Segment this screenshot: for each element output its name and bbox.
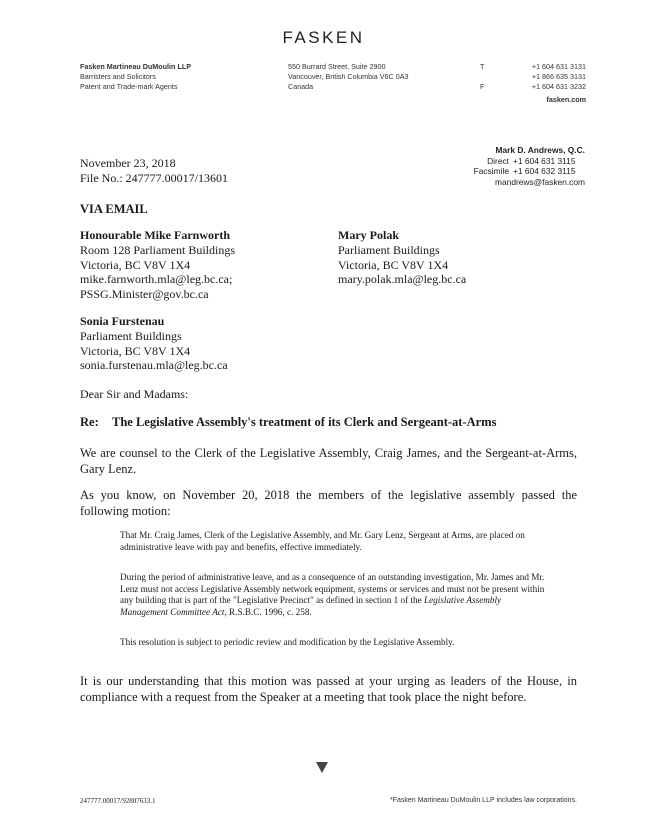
recipient-line: Parliament Buildings xyxy=(338,242,440,257)
recipient-line: Victoria, BC V8V 1X4 xyxy=(338,257,449,272)
fax-label: Facsimile xyxy=(473,166,509,176)
letterhead-firm-block xyxy=(80,62,191,92)
motion-quote xyxy=(120,572,550,618)
contact-value: +1 604 631 3232 xyxy=(531,82,586,91)
body-paragraph: We are counsel to the Clerk of the Legislative Assembly, Craig James, and the Sergeant-at-Arms, Gary Lenz. xyxy=(80,446,577,476)
recipient-name: Sonia Furstenau xyxy=(80,314,165,328)
page-continue-arrow-icon xyxy=(316,762,328,773)
salutation: Dear Sir and Madams: xyxy=(80,387,189,401)
motion-text: During the period of administrative leave, and as a consequence of an outstanding investigation, Mr. James and Mr. Lenz must not access Legislative Assembly network equipment, systems or services and must not be present within any building that is part of the "Legislative Precinct" as defined in section 1 of the xyxy=(120,572,545,605)
fax-number: +1 604 632 3115 xyxy=(513,166,576,176)
firm-website: fasken.com xyxy=(546,95,586,104)
firm-line: Barristers and Solicitors xyxy=(80,72,156,81)
file-number: File No.: 247777.00017/13601 xyxy=(80,170,229,185)
recipient-email: mary.polak.mla@leg.bc.ca xyxy=(338,272,467,287)
sender-email: mandrews@fasken.com xyxy=(495,176,585,187)
motion-quote: This resolution is subject to periodic review and modification by the Legislative Assembly. xyxy=(120,637,455,647)
address-line: 550 Burrard Street, Suite 2900 xyxy=(288,62,386,71)
document-id: 247777.00017/92807633.1 xyxy=(80,797,156,805)
direct-label: Direct xyxy=(487,155,509,166)
letter-date: November 23, 2018 xyxy=(80,156,176,170)
recipient-name: Honourable Mike Farnworth xyxy=(80,228,230,242)
sender-fax-row xyxy=(474,166,585,177)
footer-note: *Fasken Martineau DuMoulin LLP includes law corporations. xyxy=(389,797,577,804)
recipient-polak xyxy=(338,228,466,287)
recipient-email: mike.farnworth.mla@leg.bc.ca; xyxy=(80,272,233,287)
contact-row xyxy=(480,82,586,92)
contact-value: +1 866 635 3131 xyxy=(531,72,586,81)
sender-name: Mark D. Andrews, Q.C. xyxy=(495,145,585,155)
via-email: VIA EMAIL xyxy=(80,202,148,216)
recipient-email: PSSG.Minister@gov.bc.ca xyxy=(80,287,209,302)
subject-line xyxy=(80,415,496,430)
motion-text: , R.S.B.C. 1996, c. 258. xyxy=(224,606,312,617)
act-title: Legislative Assembly Management Committee Act xyxy=(120,595,502,617)
recipient-line: Room 128 Parliament Buildings xyxy=(80,242,235,257)
letterhead-address-block xyxy=(288,62,409,92)
contact-row xyxy=(480,62,586,72)
recipient-name: Mary Polak xyxy=(338,228,399,242)
recipient-farnworth xyxy=(80,228,235,302)
address-line: Canada xyxy=(288,82,314,91)
contact-value: +1 604 631 3131 xyxy=(531,62,586,71)
letterhead-contact-block xyxy=(480,62,586,105)
contact-row xyxy=(480,72,586,82)
recipient-email: sonia.furstenau.mla@leg.bc.ca xyxy=(80,358,228,373)
subject-label: Re: xyxy=(80,415,99,429)
sender-direct-row xyxy=(474,156,585,167)
recipient-line: Victoria, BC V8V 1X4 xyxy=(80,343,191,358)
recipient-line: Parliament Buildings xyxy=(80,328,182,343)
firm-name: Fasken Martineau DuMoulin LLP xyxy=(80,62,192,71)
sender-block xyxy=(474,145,585,187)
address-line: Vancouver, British Columbia V6C 0A3 xyxy=(288,72,409,81)
recipient-furstenau xyxy=(80,314,228,373)
contact-label: F xyxy=(480,82,485,91)
firm-line: Patent and Trade-mark Agents xyxy=(80,82,178,91)
recipient-line: Victoria, BC V8V 1X4 xyxy=(80,257,191,272)
direct-number: +1 604 631 3115 xyxy=(513,155,576,166)
subject-text: The Legislative Assembly's treatment of its Clerk and Sergeant-at-Arms xyxy=(112,415,497,429)
body-paragraph: It is our understanding that this motion was passed at your urging as leaders of the House, in compliance with a request from the Speaker at a meeting that took place the night before. xyxy=(80,674,577,704)
contact-label: T xyxy=(480,62,485,71)
body-paragraph: As you know, on November 20, 2018 the members of the legislative assembly passed the following motion: xyxy=(80,488,577,518)
fasken-logo: FASKEN xyxy=(282,28,365,47)
motion-quote: That Mr. Craig James, Clerk of the Legislative Assembly, and Mr. Gary Lenz, Sergeant at Arms, are placed on administrative leave with pay and benefits, effective immediately. xyxy=(120,530,525,552)
date-block xyxy=(80,156,228,185)
